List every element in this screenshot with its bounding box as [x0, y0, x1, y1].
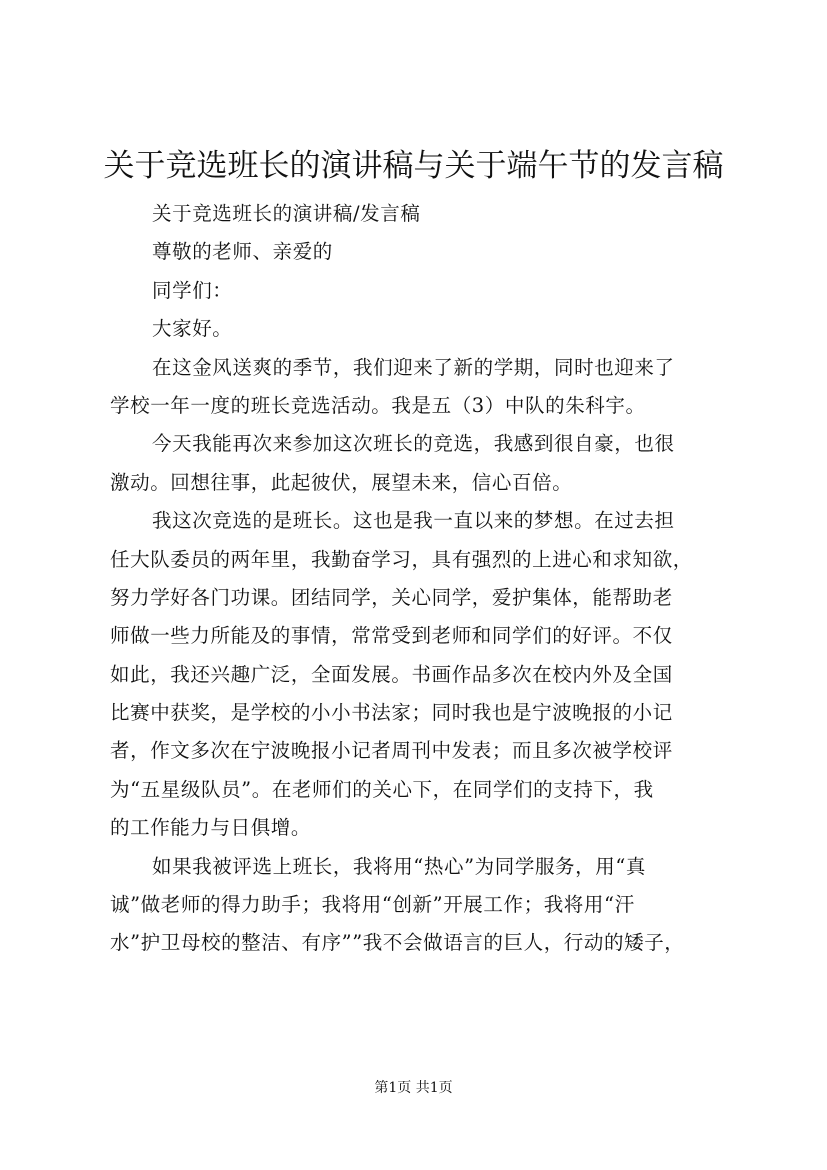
page-footer: 第1页 共1页 [374, 1080, 453, 1096]
body-line: 关于竞选班长的演讲稿/发言稿 [152, 202, 421, 225]
body-line: 尊敬的老师、亲爱的 [152, 240, 333, 264]
body-line: 如果我被评选上班长，我将用“热心”为同学服务，用“真 [152, 854, 647, 878]
body-line: 我这次竞选的是班长。这也是我一直以来的梦想。在过去担 [152, 509, 675, 533]
body-line: 师做一些力所能及的事情，常常受到老师和同学们的好评。不仅 [110, 624, 673, 648]
body-line: 如此，我还兴趣广泛，全面发展。书画作品多次在校内外及全国 [110, 662, 673, 686]
body-line: 为“五星级队员”。在老师们的关心下，在同学们的支持下，我 [110, 777, 654, 801]
body-line: 大家好。 [152, 317, 233, 341]
body-line: 比赛中获奖，是学校的小小书法家；同时我也是宁波晚报的小记 [110, 701, 673, 725]
document-body [110, 195, 722, 963]
body-line: 诚”做老师的得力助手；我将用“创新”开展工作；我将用“汗 [110, 893, 635, 917]
body-line: 在这金风送爽的季节，我们迎来了新的学期，同时也迎来了 [152, 355, 675, 379]
body-line: 今天我能再次来参加这次班长的竞选，我感到很自豪，也很 [152, 432, 675, 456]
body-line: 学校一年一度的班长竞选活动。我是五（3）中队的朱科宇。 [110, 393, 646, 417]
body-line: 任大队委员的两年里，我勤奋学习，具有强烈的上进心和求知欲， [110, 547, 693, 571]
document-title: 关于竞选班长的演讲稿与关于端午节的发言稿 [103, 148, 724, 184]
body-line: 激动。回想往事，此起彼伏，展望未来，信心百倍。 [110, 470, 573, 494]
body-line: 者，作文多次在宁波晚报小记者周刊中发表；而且多次被学校评 [110, 739, 673, 763]
body-line: 努力学好各门功课。团结同学，关心同学，爱护集体，能帮助老 [110, 585, 673, 609]
body-line: 的工作能力与日俱增。 [110, 816, 312, 840]
body-line: 同学们： [152, 278, 233, 302]
body-line: 水”护卫母校的整洁、有序””我不会做语言的巨人，行动的矮子， [110, 931, 685, 955]
